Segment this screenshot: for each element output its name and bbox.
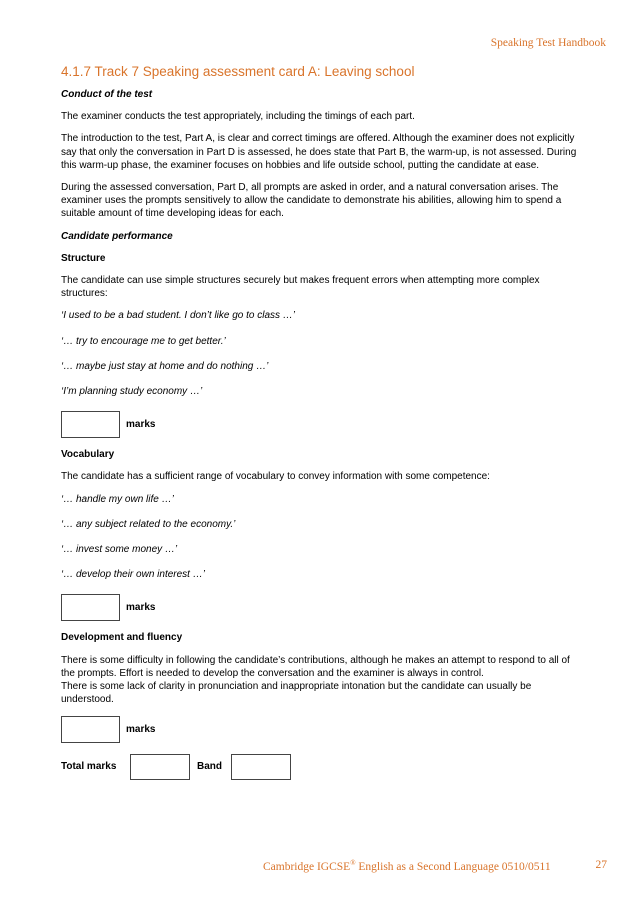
band-label: Band [197, 761, 222, 773]
conduct-paragraph-1: The examiner conducts the test appropriately, including the timings of each part. [61, 111, 415, 123]
section-title: 4.1.7 Track 7 Speaking assessment card A: Leaving school [61, 64, 415, 79]
development-heading: Development and fluency [61, 632, 183, 644]
running-header: Speaking Test Handbook [490, 37, 606, 49]
structure-quote: ‘I’m planning study economy …’ [61, 386, 203, 398]
development-text-2: There is some lack of clarity in pronunciation and inappropriate intonation but the candidate can usually be understood. [61, 681, 532, 706]
vocabulary-quote: ‘… any subject related to the economy.’ [61, 518, 236, 530]
development-marks-box[interactable] [61, 716, 120, 743]
vocabulary-marks-label: marks [126, 602, 156, 614]
footer-brand: Cambridge IGCSE [263, 860, 351, 873]
band-box[interactable] [231, 754, 291, 780]
performance-heading: Candidate performance [61, 230, 173, 242]
total-row [61, 753, 581, 780]
conduct-heading: Conduct of the test [61, 89, 153, 100]
structure-quote: ‘I used to be a bad student. I don’t like go to class …’ [61, 310, 296, 322]
registered-mark: ® [350, 859, 356, 867]
page-content [61, 64, 581, 780]
structure-quote: ‘… try to encourage me to get better.’ [61, 335, 226, 347]
vocabulary-quote: ‘… develop their own interest …’ [61, 569, 205, 581]
structure-heading: Structure [61, 252, 106, 264]
vocabulary-marks-row [61, 593, 581, 622]
structure-quote: ‘… maybe just stay at home and do nothing …’ [61, 360, 269, 372]
total-marks-box[interactable] [130, 754, 190, 780]
page-number: 27 [595, 859, 607, 871]
vocabulary-text: The candidate has a sufficient range of vocabulary to convey information with some competence: [61, 471, 490, 483]
footer-course: English as a Second Language 0510/0511 [355, 860, 551, 873]
development-marks-label: marks [126, 724, 156, 736]
structure-marks-box[interactable] [61, 411, 120, 438]
vocabulary-quote: ‘… invest some money …’ [61, 544, 178, 556]
conduct-paragraph-2: The introduction to the test, Part A, is clear and correct timings are offered. Although the examiner does not explicitly say that only the conversation in Part D is assessed, he does state that Part B, the warm-up, is not assessed. During this warm-up phase, the examiner focuses on hobbies and life outside school, putting the candidate at ease. [61, 133, 577, 171]
development-marks-row [61, 715, 581, 744]
vocabulary-quote: ‘… handle my own life …’ [61, 493, 174, 505]
structure-marks-row [61, 410, 581, 439]
vocabulary-heading: Vocabulary [61, 449, 115, 461]
structure-marks-label: marks [126, 419, 156, 431]
total-marks-label: Total marks [61, 761, 117, 773]
conduct-paragraph-3: During the assessed conversation, Part D, all prompts are asked in order, and a natural conversation arises. The examiner uses the prompts sensitively to allow the candidate to demonstrate his abilities, allowing him to spend a suitable amount of time developing ideas for each. [61, 182, 562, 220]
structure-text: The candidate can use simple structures securely but makes frequent errors when attempting more complex structures: [61, 275, 540, 300]
footer-text [263, 859, 551, 873]
vocabulary-marks-box[interactable] [61, 594, 120, 621]
development-text-1: There is some difficulty in following the candidate’s contributions, although he makes an attempt to respond to all of the prompts. Effort is needed to develop the conversation and the examiner is always in control. [61, 654, 570, 679]
